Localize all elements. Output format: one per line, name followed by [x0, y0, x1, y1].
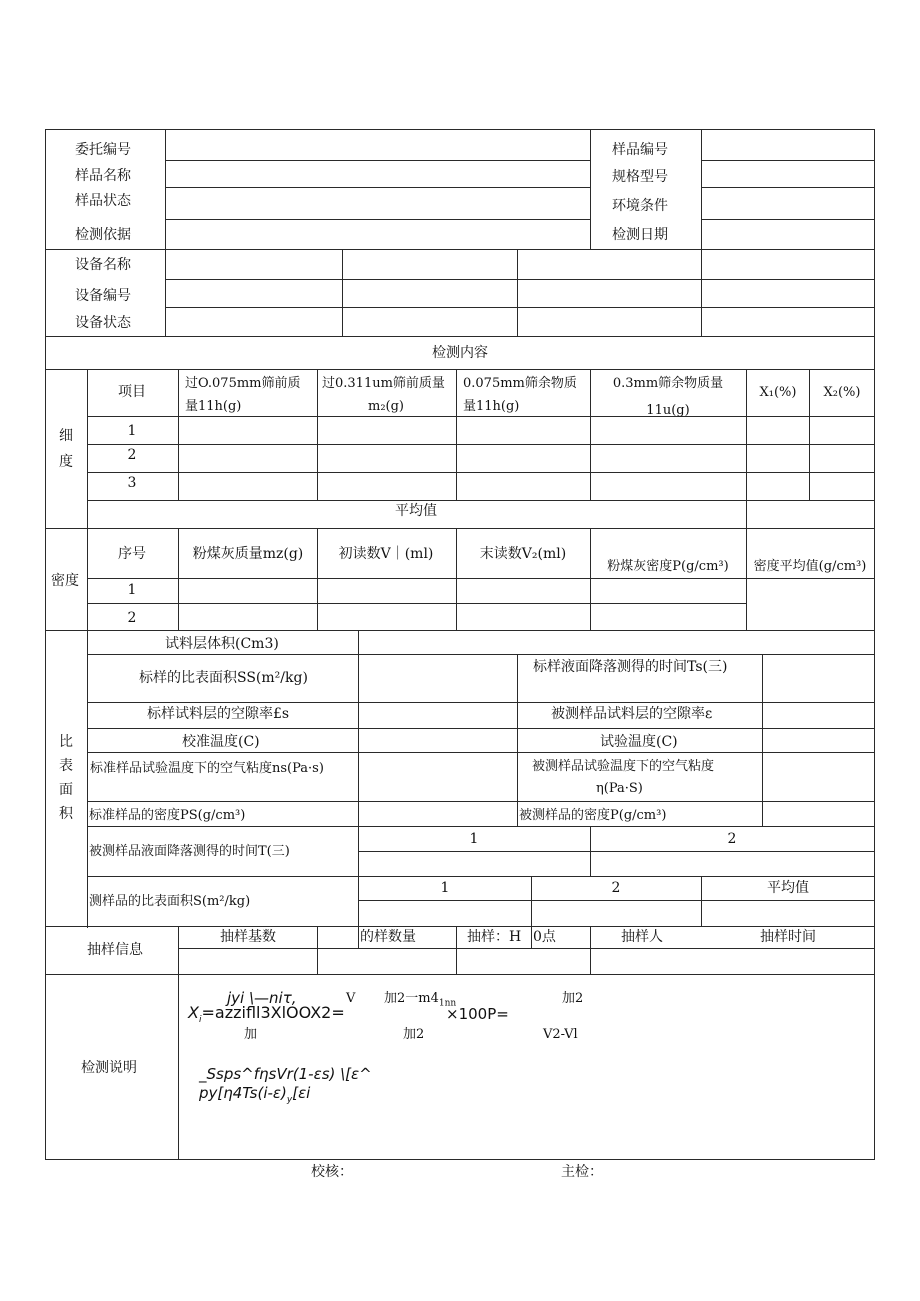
grid-line [456, 369, 457, 500]
surface-title-2: 表 [59, 758, 73, 774]
grid-line [178, 369, 179, 500]
grid-line [165, 307, 875, 308]
surface-title-3: 面 [59, 782, 73, 798]
formula-1-x: X [188, 1003, 199, 1022]
grid-line [165, 187, 590, 188]
grid-line [342, 249, 343, 336]
grid-line [87, 578, 875, 579]
surface-title-1: 比 [59, 734, 73, 750]
grid-line [590, 926, 591, 974]
density-col-mass: 粉煤灰质量mz(g) [192, 546, 304, 562]
grid-line [590, 528, 591, 630]
fineness-title-2: 度 [59, 454, 73, 470]
grid-line [317, 369, 318, 500]
formula-1-bottom-2: 加2 [403, 1027, 425, 1042]
fineness-col-x1: X₁(%) [759, 385, 797, 400]
grid-line [517, 249, 518, 336]
label-equip-state: 设备状态 [75, 315, 131, 331]
label-equip-name: 设备名称 [75, 257, 131, 273]
fineness-col-x2: X₂(%) [823, 385, 861, 400]
label-sampling-place-b: 0点 [533, 929, 556, 945]
grid-line [590, 129, 591, 249]
fineness-col-r1-line1: 0.075mm筛余物质 [463, 376, 577, 391]
grid-line [762, 654, 763, 826]
fineness-average: 平均值 [395, 503, 437, 519]
grid-line [87, 654, 875, 655]
grid-line [165, 279, 875, 280]
footer-reviewer: 校核： [311, 1164, 353, 1180]
density-col-rho: 粉煤灰密度P(g/cm³) [607, 559, 729, 574]
label-sampling: 抽样信息 [87, 942, 143, 958]
grid-line [45, 630, 875, 631]
label-std-ss: 标样的比表面积SS(m²/kg) [139, 670, 308, 686]
grid-line [45, 336, 875, 337]
label-test-viscosity-line1: 被测样品试验温度下的空气粘度 [532, 759, 715, 774]
formula-1-right: 加2 [562, 991, 584, 1006]
formula-1-v: V [346, 991, 356, 1006]
label-sample-no: 样品编号 [612, 142, 668, 158]
grid-line [45, 249, 875, 250]
fineness-col-m2-line2: m₂(g) [367, 399, 405, 414]
formula-2-line1: _Ssps^fηsVr(1-εs) \[ε^ [199, 1065, 372, 1083]
grid-line [317, 926, 318, 974]
label-std-ts: 标样液面降落测得的时间Ts(三) [533, 659, 728, 675]
label-std-porosity: 标样试料层的空隙率£s [147, 706, 290, 722]
label-std-density: 标准样品的密度PS(g/cm³) [89, 808, 246, 823]
grid-line [317, 528, 318, 630]
grid-line [809, 369, 810, 500]
formula-2-line2-sub: y [286, 1095, 293, 1105]
grid-line [87, 603, 746, 604]
formula-1-tail: =azzifll3XlOOX2= [201, 1003, 345, 1022]
formula-2-line2-tail: [εi [292, 1084, 311, 1102]
fineness-col-m2-line1: 过0.311um筛前质量 [322, 376, 445, 391]
grid-line [87, 472, 875, 473]
fineness-row-1: 1 [127, 423, 137, 439]
formula-1-main [188, 1004, 345, 1029]
grid-line [87, 826, 875, 827]
grid-line [701, 160, 875, 161]
density-row-1: 1 [127, 582, 137, 598]
formula-2-line2-text: py[η4Ts(i-ε) [199, 1084, 287, 1102]
grid-line [358, 900, 875, 901]
label-spec-model: 规格型号 [612, 169, 668, 185]
fineness-row-3: 3 [127, 475, 137, 491]
grid-line [517, 654, 518, 826]
grid-line [746, 528, 747, 630]
grid-line [531, 876, 532, 926]
label-sampling-time: 抽样时间 [760, 929, 816, 945]
grid-line [87, 369, 88, 928]
grid-line [531, 926, 532, 948]
density-title: 密度 [51, 573, 79, 589]
grid-line [45, 528, 875, 529]
grid-line [87, 801, 875, 802]
label-test-viscosity-line2: η(Pa·S) [596, 781, 643, 796]
grid-line [87, 752, 875, 753]
formula-1-mid-sub: 1nn [438, 998, 457, 1009]
label-equip-no: 设备编号 [75, 288, 131, 304]
grid-line [358, 926, 359, 948]
grid-line [45, 926, 875, 927]
label-calib-temp: 校准温度(C) [182, 734, 260, 750]
label-test-date: 检测日期 [612, 227, 668, 243]
label-notes: 检测说明 [81, 1060, 137, 1076]
formula-1-top: jyi \—niτ, [227, 989, 297, 1007]
test-s-col-1: 1 [440, 880, 450, 896]
fineness-col-m1-line2: 量11h(g) [185, 399, 242, 414]
test-time-col-1: 1 [469, 831, 479, 847]
label-test-basis: 检测依据 [75, 227, 131, 243]
grid-line [45, 369, 875, 370]
label-base-qty: 抽样基数 [220, 929, 276, 945]
fineness-col-m1-line1: 过O.075mm筛前质 [185, 376, 301, 391]
footer-inspector: 主检： [561, 1164, 603, 1180]
grid-line [590, 369, 591, 500]
formula-1-pct: ×100P= [446, 1005, 509, 1023]
test-s-col-2: 2 [611, 880, 621, 896]
label-test-time: 被测样品液面降落测得的时间T(三) [89, 844, 290, 859]
grid-line [746, 369, 747, 528]
grid-line [456, 926, 457, 974]
grid-line [87, 702, 875, 703]
grid-line [165, 160, 590, 161]
grid-line [178, 948, 875, 949]
label-test-s: 测样品的比表面积S(m²/kg) [89, 894, 251, 909]
grid-line [701, 876, 702, 926]
density-col-avg: 密度平均值(g/cm³) [753, 559, 867, 574]
grid-line [87, 728, 875, 729]
grid-line [178, 926, 179, 1160]
label-layer-volume: 试料层体积(Cm3) [165, 636, 279, 652]
fineness-title-1: 细 [59, 428, 73, 444]
label-sample-state: 样品状态 [75, 193, 131, 209]
density-col-v2: 末读数V₂(ml) [479, 546, 567, 562]
grid-line [178, 528, 179, 630]
formula-1-bottom-3: V2-Vl [543, 1027, 578, 1042]
grid-line [701, 219, 875, 220]
surface-title-4: 积 [59, 806, 73, 822]
label-test-temp: 试验温度(C) [600, 734, 678, 750]
grid-line [87, 444, 875, 445]
label-env-condition: 环境条件 [612, 198, 668, 214]
formula-2-line2 [199, 1085, 310, 1109]
grid-line [45, 974, 875, 975]
label-std-viscosity: 标准样品试验温度下的空气粘度ns(Pa·s) [90, 761, 324, 776]
label-sampling-place: 抽样：H [467, 929, 522, 945]
grid-line [87, 500, 875, 501]
label-sample-name: 样品名称 [75, 168, 131, 184]
grid-line [87, 876, 875, 877]
grid-line [701, 187, 875, 188]
formula-1-bottom-1: 加 [244, 1027, 258, 1042]
formula-1-mid-text: 加2一m4 [384, 991, 439, 1006]
fineness-col-r2-line1: 0.3mm筛余物质量 [612, 376, 724, 391]
label-commission-no: 委托编号 [75, 142, 131, 158]
test-time-col-2: 2 [727, 831, 737, 847]
grid-line [165, 219, 590, 220]
test-s-col-avg: 平均值 [767, 880, 809, 896]
label-test-density: 被测样品的密度P(g/cm³) [519, 808, 667, 823]
label-sample-qty: 的样数量 [360, 929, 416, 945]
fineness-row-2: 2 [127, 447, 137, 463]
label-test-porosity: 被测样品试料层的空隙率ε [551, 706, 713, 722]
fineness-col-item: 项目 [118, 384, 146, 400]
grid-line [358, 851, 875, 852]
grid-line [590, 826, 591, 876]
grid-line [358, 630, 359, 926]
label-test-content: 检测内容 [432, 345, 488, 361]
formula-1-x-sub: i [198, 1015, 202, 1026]
grid-line [456, 528, 457, 630]
label-sampling-person: 抽样人 [621, 929, 663, 945]
density-row-2: 2 [127, 610, 137, 626]
grid-line [87, 416, 875, 417]
density-col-v1: 初读数V｜(ml) [338, 546, 434, 562]
fineness-col-r2-line2: 11u(g) [646, 403, 690, 418]
fineness-col-r1-line2: 量11h(g) [463, 399, 520, 414]
density-col-seq: 序号 [118, 546, 146, 562]
